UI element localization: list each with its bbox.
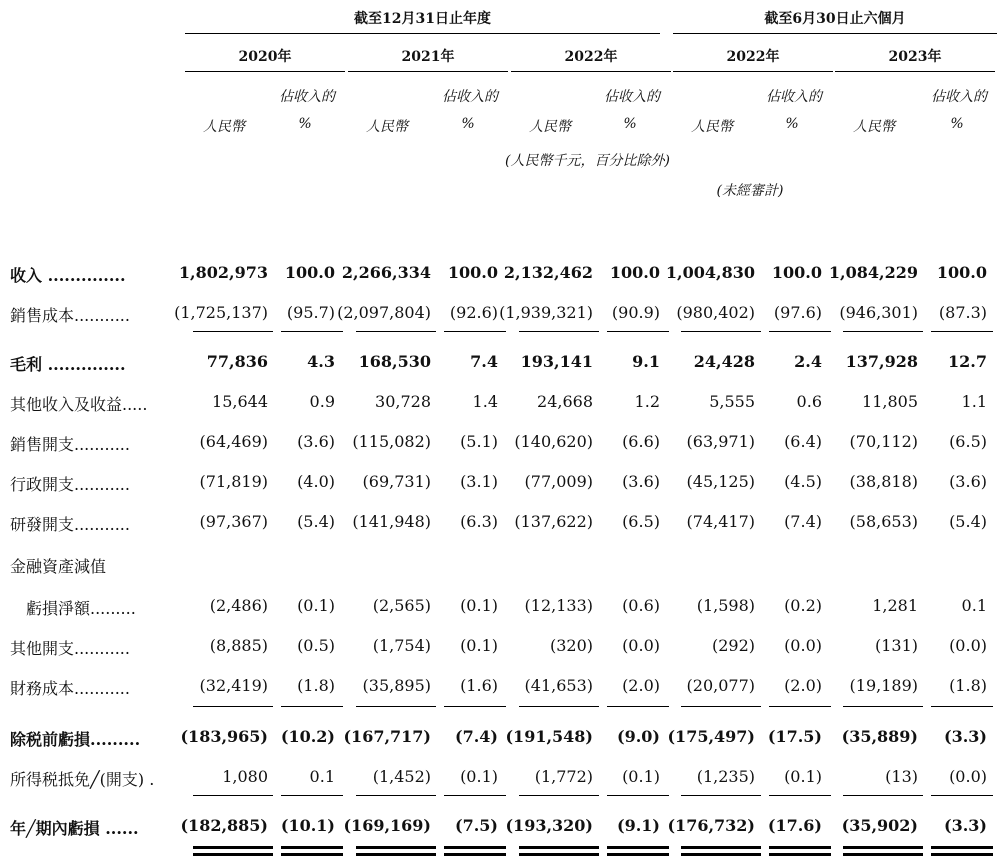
total-double-rule bbox=[193, 853, 273, 856]
cell-percent: (7.4) bbox=[455, 727, 498, 746]
row-label: 虧損淨額......... bbox=[10, 599, 136, 618]
cell-amount: (320) bbox=[549, 636, 593, 655]
total-double-rule bbox=[843, 846, 923, 849]
unaudited-note: (未經審計) bbox=[716, 183, 784, 199]
total-double-rule bbox=[281, 846, 343, 849]
cell-amount: (77,009) bbox=[524, 472, 593, 491]
cell-amount: 11,805 bbox=[862, 392, 918, 411]
cell-percent: (3.6) bbox=[622, 472, 660, 491]
cell-amount: 15,644 bbox=[212, 392, 268, 411]
cell-percent: (3.3) bbox=[944, 727, 987, 746]
cell-percent: (0.1) bbox=[460, 596, 498, 615]
cell-amount: 2,132,462 bbox=[503, 263, 593, 282]
cell-percent: (0.1) bbox=[622, 767, 660, 786]
cell-percent: 0.1 bbox=[309, 767, 335, 786]
subtotal-rule bbox=[843, 706, 923, 707]
cell-percent: (6.5) bbox=[949, 432, 987, 451]
cell-amount: (64,469) bbox=[199, 432, 268, 451]
row-label: 所得税抵免╱(開支) . bbox=[10, 770, 155, 789]
cell-percent: 0.1 bbox=[961, 596, 987, 615]
cell-percent: (6.4) bbox=[784, 432, 822, 451]
cell-percent: (6.5) bbox=[622, 512, 660, 531]
cell-percent: (92.6) bbox=[449, 303, 498, 322]
cell-amount: 1,281 bbox=[872, 596, 918, 615]
subtotal-rule bbox=[607, 795, 669, 796]
cell-amount: (1,725,137) bbox=[174, 303, 268, 322]
cell-percent: 9.1 bbox=[632, 352, 660, 371]
cell-percent: (6.6) bbox=[622, 432, 660, 451]
pct-column-label: 佔收入的 bbox=[279, 89, 335, 105]
cell-percent: 1.2 bbox=[634, 392, 660, 411]
subtotal-rule bbox=[843, 795, 923, 796]
row-label: 年╱期內虧損 ...... bbox=[10, 819, 139, 838]
cell-amount: 24,428 bbox=[693, 352, 755, 371]
group-underline-annual bbox=[185, 33, 660, 34]
total-double-rule bbox=[843, 853, 923, 856]
cell-percent: (10.1) bbox=[280, 816, 335, 835]
subtotal-rule bbox=[193, 795, 273, 796]
cell-amount: (35,902) bbox=[841, 816, 918, 835]
cell-amount: (74,417) bbox=[686, 512, 755, 531]
cell-percent: (3.6) bbox=[297, 432, 335, 451]
subtotal-rule bbox=[843, 331, 923, 332]
subtotal-rule bbox=[444, 706, 506, 707]
cell-amount: (71,819) bbox=[199, 472, 268, 491]
cell-amount: (292) bbox=[711, 636, 755, 655]
cell-amount: (2,486) bbox=[209, 596, 268, 615]
cell-amount: (35,889) bbox=[841, 727, 918, 746]
cell-amount: (115,082) bbox=[352, 432, 431, 451]
cell-percent: (0.0) bbox=[949, 767, 987, 786]
cell-amount: (2,097,804) bbox=[337, 303, 431, 322]
cell-amount: 5,555 bbox=[709, 392, 755, 411]
subtotal-rule bbox=[281, 331, 343, 332]
subtotal-rule bbox=[444, 795, 506, 796]
cell-percent: (97.6) bbox=[773, 303, 822, 322]
total-double-rule bbox=[281, 853, 343, 856]
cell-amount: (8,885) bbox=[209, 636, 268, 655]
cell-amount: (1,452) bbox=[372, 767, 431, 786]
total-double-rule bbox=[769, 853, 831, 856]
cell-amount: 77,836 bbox=[206, 352, 268, 371]
cell-percent: (17.5) bbox=[767, 727, 822, 746]
subtotal-rule bbox=[281, 706, 343, 707]
cell-amount: (946,301) bbox=[839, 303, 918, 322]
total-double-rule bbox=[681, 846, 761, 849]
cell-percent: (7.5) bbox=[455, 816, 498, 835]
cell-amount: (41,653) bbox=[524, 676, 593, 695]
total-double-rule bbox=[931, 853, 993, 856]
cell-amount: (32,419) bbox=[199, 676, 268, 695]
subtotal-rule bbox=[769, 331, 831, 332]
cell-amount: (20,077) bbox=[686, 676, 755, 695]
cell-percent: (0.1) bbox=[460, 636, 498, 655]
cell-percent: (0.1) bbox=[784, 767, 822, 786]
cell-percent: 7.4 bbox=[470, 352, 498, 371]
subtotal-rule bbox=[931, 706, 993, 707]
subtotal-rule bbox=[681, 706, 761, 707]
cell-amount: (58,653) bbox=[849, 512, 918, 531]
group-underline-halfyear bbox=[673, 33, 997, 34]
year-header: 2021年 bbox=[401, 49, 455, 65]
cell-amount: (176,732) bbox=[667, 816, 755, 835]
row-label: 銷售成本........... bbox=[10, 306, 130, 325]
row-label: 銷售開支........... bbox=[10, 435, 130, 454]
year-underline bbox=[835, 71, 995, 72]
cell-percent: (17.6) bbox=[767, 816, 822, 835]
pct-column-label: 佔收入的 bbox=[766, 89, 822, 105]
subtotal-rule bbox=[193, 331, 273, 332]
year-header: 2022年 bbox=[564, 49, 618, 65]
subtotal-rule bbox=[356, 331, 436, 332]
year-header: 2022年 bbox=[726, 49, 780, 65]
row-label: 研發開支........... bbox=[10, 515, 130, 534]
cell-amount: 1,004,830 bbox=[665, 263, 755, 282]
cell-amount: (137,622) bbox=[514, 512, 593, 531]
cell-percent: (95.7) bbox=[286, 303, 335, 322]
row-label: 財務成本........... bbox=[10, 679, 130, 698]
subtotal-rule bbox=[519, 706, 599, 707]
cell-amount: (35,895) bbox=[362, 676, 431, 695]
year-underline bbox=[511, 71, 671, 72]
year-header: 2020年 bbox=[238, 49, 292, 65]
cell-percent: (5.4) bbox=[297, 512, 335, 531]
pct-column-label: 佔收入的 bbox=[442, 89, 498, 105]
total-double-rule bbox=[356, 846, 436, 849]
group-header-annual: 截至12月31日止年度 bbox=[354, 11, 491, 27]
cell-amount: (167,717) bbox=[343, 727, 431, 746]
cell-amount: (141,948) bbox=[352, 512, 431, 531]
cell-amount: (193,320) bbox=[505, 816, 593, 835]
cell-percent: (3.6) bbox=[949, 472, 987, 491]
cell-amount: (2,565) bbox=[372, 596, 431, 615]
cell-percent: (9.0) bbox=[617, 727, 660, 746]
subtotal-rule bbox=[281, 795, 343, 796]
cell-percent: 1.1 bbox=[961, 392, 987, 411]
pct-column-label: 佔收入的 bbox=[604, 89, 660, 105]
total-double-rule bbox=[193, 846, 273, 849]
cell-percent: 4.3 bbox=[307, 352, 335, 371]
cell-percent: (0.0) bbox=[949, 636, 987, 655]
cell-amount: (1,235) bbox=[696, 767, 755, 786]
year-header: 2023年 bbox=[888, 49, 942, 65]
total-double-rule bbox=[931, 846, 993, 849]
cell-percent: 100.0 bbox=[609, 263, 660, 282]
cell-amount: 24,668 bbox=[537, 392, 593, 411]
cell-percent: 100.0 bbox=[284, 263, 335, 282]
cell-percent: 0.6 bbox=[796, 392, 822, 411]
cell-amount: 1,080 bbox=[222, 767, 268, 786]
cell-percent: 12.7 bbox=[948, 352, 987, 371]
cell-amount: (182,885) bbox=[180, 816, 268, 835]
pct-symbol: % bbox=[623, 116, 637, 132]
cell-percent: (0.5) bbox=[297, 636, 335, 655]
cell-percent: (2.0) bbox=[622, 676, 660, 695]
subtotal-rule bbox=[356, 795, 436, 796]
total-double-rule bbox=[519, 853, 599, 856]
cell-percent: 1.4 bbox=[472, 392, 498, 411]
unit-note: (人民幣千元，百分比除外) bbox=[505, 153, 670, 169]
subtotal-rule bbox=[769, 795, 831, 796]
subtotal-rule bbox=[931, 331, 993, 332]
rmb-column-label: 人民幣 bbox=[691, 119, 733, 135]
total-double-rule bbox=[356, 853, 436, 856]
cell-percent: (4.0) bbox=[297, 472, 335, 491]
subtotal-rule bbox=[681, 331, 761, 332]
cell-percent: (0.0) bbox=[622, 636, 660, 655]
row-label: 其他收入及收益..... bbox=[10, 395, 148, 414]
cell-percent: (0.1) bbox=[460, 767, 498, 786]
cell-percent: (10.2) bbox=[280, 727, 335, 746]
cell-amount: (1,598) bbox=[696, 596, 755, 615]
cell-amount: (45,125) bbox=[686, 472, 755, 491]
row-label: 毛利 .............. bbox=[10, 355, 126, 374]
cell-percent: 0.9 bbox=[309, 392, 335, 411]
cell-amount: (13) bbox=[885, 767, 918, 786]
cell-amount: (183,965) bbox=[180, 727, 268, 746]
row-label: 其他開支........... bbox=[10, 639, 130, 658]
cell-amount: 193,141 bbox=[520, 352, 593, 371]
cell-amount: (70,112) bbox=[849, 432, 918, 451]
cell-amount: 1,084,229 bbox=[828, 263, 918, 282]
total-double-rule bbox=[607, 846, 669, 849]
row-label: 除税前虧損......... bbox=[10, 730, 141, 749]
cell-percent: (1.6) bbox=[460, 676, 498, 695]
cell-amount: 2,266,334 bbox=[341, 263, 431, 282]
year-underline bbox=[185, 71, 345, 72]
cell-percent: (9.1) bbox=[617, 816, 660, 835]
cell-percent: (87.3) bbox=[938, 303, 987, 322]
cell-percent: (4.5) bbox=[784, 472, 822, 491]
subtotal-rule bbox=[356, 706, 436, 707]
cell-percent: 2.4 bbox=[794, 352, 822, 371]
cell-amount: (63,971) bbox=[686, 432, 755, 451]
rmb-column-label: 人民幣 bbox=[853, 119, 895, 135]
cell-percent: (0.2) bbox=[784, 596, 822, 615]
subtotal-rule bbox=[519, 331, 599, 332]
cell-percent: (0.6) bbox=[622, 596, 660, 615]
subtotal-rule bbox=[444, 331, 506, 332]
total-double-rule bbox=[607, 853, 669, 856]
cell-amount: (191,548) bbox=[505, 727, 593, 746]
subtotal-rule bbox=[607, 706, 669, 707]
cell-amount: 137,928 bbox=[845, 352, 918, 371]
cell-amount: (131) bbox=[874, 636, 918, 655]
subtotal-rule bbox=[769, 706, 831, 707]
rmb-column-label: 人民幣 bbox=[529, 119, 571, 135]
subtotal-rule bbox=[607, 331, 669, 332]
pct-symbol: % bbox=[785, 116, 799, 132]
cell-percent: (3.1) bbox=[460, 472, 498, 491]
cell-amount: (97,367) bbox=[199, 512, 268, 531]
total-double-rule bbox=[444, 853, 506, 856]
cell-percent: 100.0 bbox=[936, 263, 987, 282]
total-double-rule bbox=[681, 853, 761, 856]
subtotal-rule bbox=[193, 706, 273, 707]
cell-amount: (1,754) bbox=[372, 636, 431, 655]
cell-percent: 100.0 bbox=[771, 263, 822, 282]
pct-symbol: % bbox=[298, 116, 312, 132]
cell-amount: (1,939,321) bbox=[499, 303, 593, 322]
cell-amount: (12,133) bbox=[524, 596, 593, 615]
subtotal-rule bbox=[931, 795, 993, 796]
total-double-rule bbox=[444, 846, 506, 849]
cell-amount: (140,620) bbox=[514, 432, 593, 451]
cell-amount: 30,728 bbox=[375, 392, 431, 411]
subtotal-rule bbox=[519, 795, 599, 796]
cell-amount: (38,818) bbox=[849, 472, 918, 491]
cell-percent: (90.9) bbox=[611, 303, 660, 322]
cell-percent: (5.1) bbox=[460, 432, 498, 451]
row-label: 金融資產減值 bbox=[10, 557, 107, 576]
row-label: 行政開支........... bbox=[10, 475, 130, 494]
cell-amount: (980,402) bbox=[676, 303, 755, 322]
cell-amount: (69,731) bbox=[362, 472, 431, 491]
total-double-rule bbox=[519, 846, 599, 849]
cell-percent: (3.3) bbox=[944, 816, 987, 835]
cell-percent: (1.8) bbox=[949, 676, 987, 695]
cell-amount: (1,772) bbox=[534, 767, 593, 786]
group-header-halfyear: 截至6月30日止六個月 bbox=[764, 11, 906, 27]
pct-symbol: % bbox=[461, 116, 475, 132]
year-underline bbox=[673, 71, 833, 72]
cell-percent: (0.1) bbox=[297, 596, 335, 615]
cell-percent: (6.3) bbox=[460, 512, 498, 531]
cell-percent: 100.0 bbox=[447, 263, 498, 282]
cell-amount: 1,802,973 bbox=[178, 263, 268, 282]
pct-symbol: % bbox=[950, 116, 964, 132]
cell-amount: 168,530 bbox=[358, 352, 431, 371]
year-underline bbox=[348, 71, 508, 72]
pct-column-label: 佔收入的 bbox=[931, 89, 987, 105]
cell-percent: (5.4) bbox=[949, 512, 987, 531]
cell-amount: (19,189) bbox=[849, 676, 918, 695]
total-double-rule bbox=[769, 846, 831, 849]
rmb-column-label: 人民幣 bbox=[366, 119, 408, 135]
cell-percent: (0.0) bbox=[784, 636, 822, 655]
row-label: 收入 .............. bbox=[10, 266, 126, 285]
subtotal-rule bbox=[681, 795, 761, 796]
cell-amount: (169,169) bbox=[343, 816, 431, 835]
rmb-column-label: 人民幣 bbox=[203, 119, 245, 135]
cell-percent: (1.8) bbox=[297, 676, 335, 695]
cell-percent: (2.0) bbox=[784, 676, 822, 695]
cell-percent: (7.4) bbox=[784, 512, 822, 531]
cell-amount: (175,497) bbox=[667, 727, 755, 746]
